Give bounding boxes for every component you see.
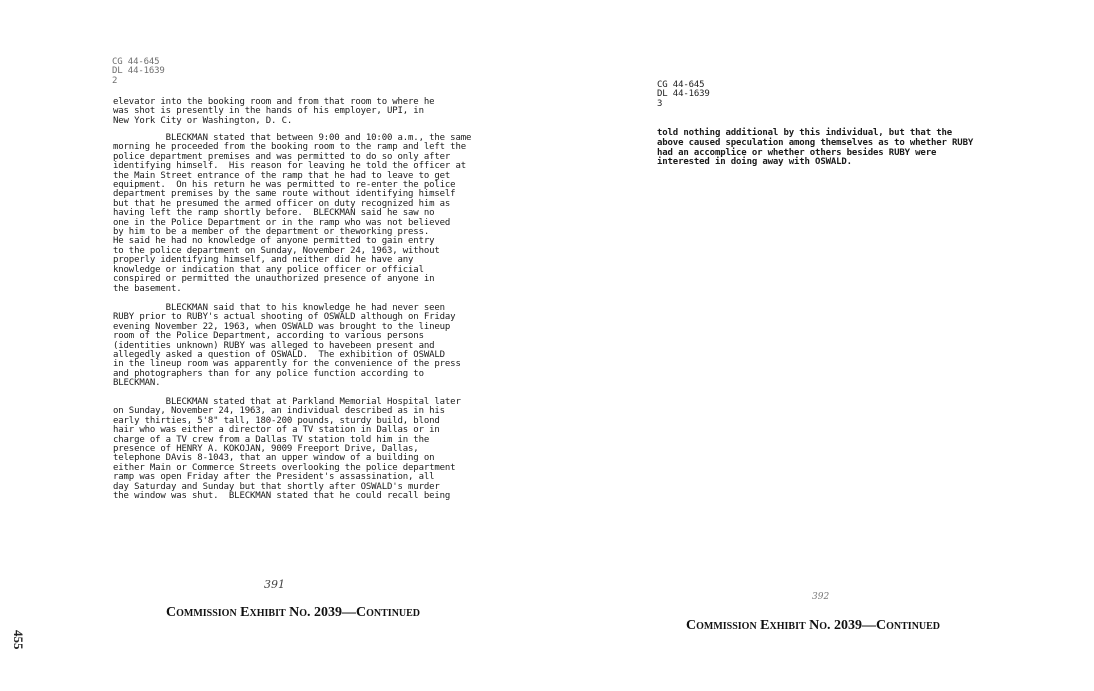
text-line: in the lineup room was apparently for the convenience of the press: [113, 359, 461, 370]
text-line: 3: [657, 98, 663, 109]
text-line: department premises by the same route without identifying himself: [113, 189, 456, 200]
text-line: RUBY prior to RUBY's actual shooting of OSWALD although on Friday: [113, 312, 456, 323]
text-line: BLECKMAN said that to his knowledge he had never seen: [113, 303, 445, 313]
text-line: hair who was either a director of a TV station in Dallas or in: [113, 425, 440, 436]
text-line: properly identifying himself, and neither did he have any: [113, 255, 414, 266]
text-line: (identities unknown) RUBY was alleged to havebeen present and: [113, 340, 435, 351]
body-paragraph: [113, 134, 471, 294]
text-line: CG 44-645: [657, 80, 705, 90]
text-line: identifying himself. His reason for leaving he told the officer at: [113, 161, 466, 172]
text-line: day Saturday and Sunday but that shortly after OSWALD's murder: [113, 481, 440, 492]
text-line: charge of a TV crew from a Dallas TV station told him in the: [113, 434, 430, 445]
text-line: the window was shut. BLECKMAN stated that he could recall being: [113, 491, 451, 502]
text-line: equipment. On his return he was permitted to re-enter the police: [113, 180, 456, 191]
file-number-header: [112, 58, 165, 86]
text-line: allegedly asked a question of OSWALD. The exhibition of OSWALD: [113, 350, 445, 361]
text-line: DL 44-1639: [657, 89, 710, 100]
handwritten-page-note: 392: [812, 592, 830, 602]
text-line: BLECKMAN.: [113, 378, 161, 389]
text-line: to the police department on Sunday, November 24, 1963, without: [113, 245, 440, 256]
handwritten-page-note: 391: [264, 578, 285, 591]
text-line: having left the ramp shortly before. BLECKMAN said he saw no: [113, 208, 435, 219]
body-paragraph: [113, 398, 461, 501]
text-line: the basement.: [113, 283, 182, 294]
text-line: New York City or Washington, D. C.: [113, 115, 293, 126]
body-paragraph: [113, 98, 434, 126]
text-line: BLECKMAN stated that at Parkland Memorial Hospital later: [113, 397, 461, 407]
text-line: conspired or permitted the unauthorized presence of anyone in: [113, 274, 435, 285]
text-line: either Main or Commerce Streets overlooking the police department: [113, 462, 456, 473]
text-line: elevator into the booking room and from that room to where he: [113, 97, 435, 107]
text-line: room of the Police Department, according to various persons: [113, 331, 424, 342]
text-line: presence of HENRY A. KOKOJAN, 9009 Freeport Drive, Dallas,: [113, 444, 419, 455]
body-paragraph: [657, 129, 973, 168]
text-line: knowledge or indication that any police officer or official: [113, 264, 424, 275]
text-line: one in the Police Department or in the ramp who was not believed: [113, 217, 451, 228]
text-line: He said he had no knowledge of anyone permitted to gain entry: [113, 236, 435, 247]
text-line: had an accomplice or whether others besides RUBY were: [657, 147, 937, 158]
text-line: police department premises and was permitted to do so only after: [113, 151, 451, 162]
text-line: ramp was open Friday after the President's assassination, all: [113, 472, 435, 483]
text-line: above caused speculation among themselves as to whether RUBY: [657, 137, 974, 148]
text-line: DL 44-1639: [112, 66, 165, 77]
text-line: CG 44-645: [112, 57, 160, 67]
text-line: on Sunday, November 24, 1963, an individual described as in his: [113, 406, 445, 417]
text-line: early thirties, 5'8" tall, 180-200 pounds, sturdy build, blond: [113, 415, 440, 426]
text-line: told nothing additional by this individual, but that the: [657, 128, 953, 138]
text-line: the Main Street entrance of the ramp that he had to leave to get: [113, 170, 451, 181]
text-line: evening November 22, 1963, when OSWALD was brought to the lineup: [113, 321, 451, 332]
text-line: morning he proceeded from the booking room to the ramp and left the: [113, 142, 466, 153]
exhibit-caption: Commission Exhibit No. 2039—Continued: [686, 618, 941, 633]
exhibit-caption: Commission Exhibit No. 2039—Continued: [166, 605, 421, 620]
text-line: BLECKMAN stated that between 9:00 and 10:00 a.m., the same: [113, 133, 472, 143]
text-line: and photographers than for any police function according to: [113, 368, 424, 379]
text-line: by him to be a member of the department or theworking press.: [113, 227, 430, 238]
text-line: interested in doing away with OSWALD.: [657, 157, 852, 168]
text-line: telephone DAvis 8-1043, that an upper window of a building on: [113, 453, 435, 464]
page-number: 455: [11, 630, 26, 650]
text-line: was shot is presently in the hands of his employer, UPI, in: [113, 106, 424, 117]
text-line: 2: [112, 75, 118, 86]
right-document-page: [547, 0, 1094, 691]
text-line: but that he presumed the armed officer on duty recognized him as: [113, 198, 451, 209]
body-paragraph: [113, 304, 461, 389]
file-number-header: [657, 81, 710, 109]
